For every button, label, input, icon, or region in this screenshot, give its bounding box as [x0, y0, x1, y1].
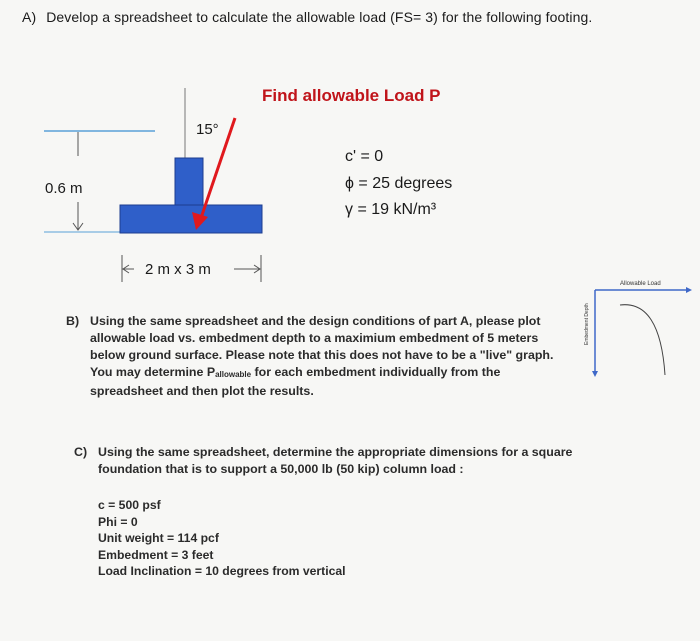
mini-chart-x-arrowhead — [686, 287, 692, 293]
mini-chart-x-label: Allowable Load — [620, 281, 661, 287]
angle-label: 15° — [196, 121, 219, 138]
footing-slab — [120, 205, 262, 233]
part-c-label: C) — [74, 445, 88, 459]
mini-chart-curve — [620, 305, 665, 375]
given-load-inclination: Load Inclination = 10 degrees from vertical — [98, 564, 346, 578]
mini-chart-y-label: Embedment Depth — [584, 303, 590, 345]
part-c-question — [74, 444, 604, 478]
find-allowable-load-title: Find allowable Load P — [262, 86, 441, 105]
mini-chart-y-arrowhead — [592, 371, 598, 377]
footing-column — [175, 158, 203, 206]
allowable-load-vs-depth-sketch — [570, 275, 695, 390]
given-phi: Phi = 0 — [98, 514, 138, 529]
part-a-text: Develop a spreadsheet to calculate the allowable load (FS= 3) for the following footing. — [46, 9, 593, 25]
part-a-question — [22, 9, 592, 25]
part-b-question — [66, 313, 566, 400]
part-a-label: A) — [22, 9, 37, 25]
given-values-list — [98, 497, 346, 580]
param-friction-angle: ϕ = 25 degrees — [345, 175, 453, 192]
width-label: 2 m x 3 m — [145, 261, 211, 278]
part-b-text-end: for each embedment individually from the spreadsheet and then plot the results. — [90, 365, 501, 398]
depth-label: 0.6 m — [45, 180, 83, 197]
part-b-text-main: Using the same spreadsheet and the design conditions of part A, please plot allowable load vs. embedment depth to a maximium embedment of 5 meters below ground surface. Please note that this does not have to be a "live" graph. You may determine P — [90, 314, 554, 379]
part-b-text — [90, 313, 566, 400]
p-allowable-subscript: allowable — [215, 370, 252, 379]
param-cohesion: c' = 0 — [345, 148, 384, 165]
given-embedment: Embedment = 3 feet — [98, 547, 214, 562]
given-cohesion: c = 500 psf — [98, 498, 161, 512]
part-c-text: Using the same spreadsheet, determine the appropriate dimensions for a square foundation that is to support a 50,000 lb (50 kip) column load : — [98, 445, 573, 476]
given-unit-weight: Unit weight = 114 pcf — [98, 531, 219, 545]
param-unit-weight: γ = 19 kN/m³ — [345, 201, 437, 218]
part-b-label: B) — [66, 314, 80, 328]
